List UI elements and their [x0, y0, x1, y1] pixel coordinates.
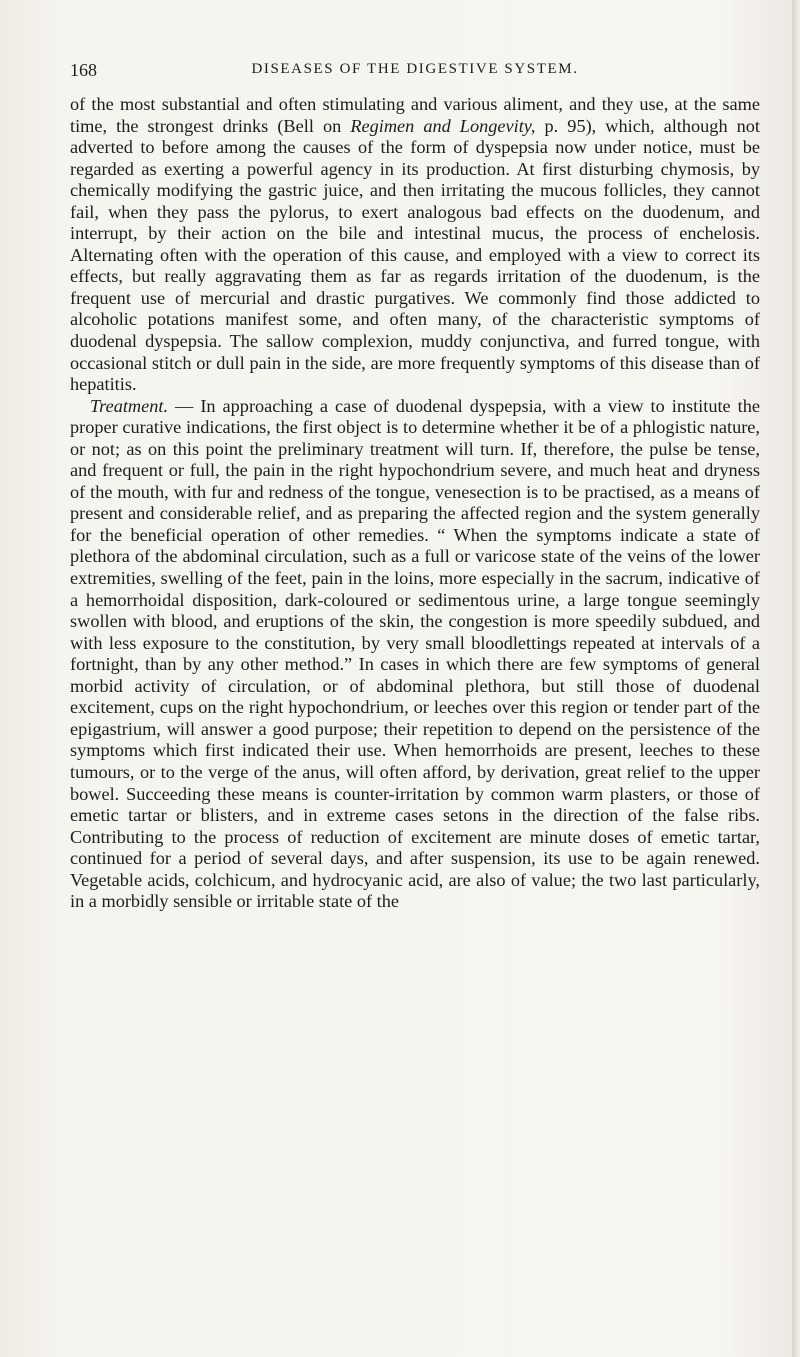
paragraph-1-text-a: of the most substantial and often stimulating and various aliment, and they use, at the same time, the strongest drinks (Bell on	[70, 94, 760, 136]
running-head	[70, 60, 760, 86]
page-number: 168	[70, 60, 97, 80]
paragraph-continued	[70, 94, 760, 396]
body-text	[70, 94, 760, 913]
paragraph-1-text-b: p. 95), which, although not adverted to before among the causes of the form of dyspepsia now under notice, must be regarded as exerting a powerful agency in its production. At first disturbing chymosis, by chemically modifying the gastric juice, and then irritating the mucous follicles, they cannot fail, when they pass the pylorus, to exert analogous bad effects on the duodenum, and interrupt, by their action on the bile and intestinal mucus, the process of enchelosis. Alternating often with the operation of this cause, and employed with a view to correct its effects, but really aggravating them as far as regards irritation of the duodenum, is the frequent use of mercurial and drastic purgatives. We commonly find those addicted to alcoholic potations manifest some, and often many, of the characteristic symptoms of duodenal dyspepsia. The sallow complexion, muddy conjunctiva, and furred tongue, with occasional stitch or dull pain in the side, are more frequently symptoms of this disease than of hepatitis.	[70, 115, 760, 395]
treatment-heading: Treatment.	[90, 395, 169, 416]
page-edge-shadow	[792, 0, 800, 1357]
chapter-title: DISEASES OF THE DIGESTIVE SYSTEM.	[251, 61, 579, 77]
citation-title: Regimen and Longevity,	[350, 115, 536, 136]
treatment-text: — In approaching a case of duodenal dyspepsia, with a view to institute the proper curative indications, the first object is to determine whether it be of a phlogistic nature, or not; as on this point the preliminary treatment will turn. If, therefore, the pulse be tense, and frequent or full, the pain in the right hypochondrium severe, and much heat and dryness of the mouth, with fur and redness of the tongue, venesection is to be practised, as a means of present and considerable relief, and as preparing the affected region and the system generally for the beneficial operation of other remedies. “ When the symptoms indicate a state of plethora of the abdominal circulation, such as a full or varicose state of the veins of the lower extremities, swelling of the feet, pain in the loins, more especially in the sacrum, indicative of a hemorrhoidal disposition, dark-coloured or sedimentous urine, a large tongue seemingly swollen with blood, and eruptions of the skin, the congestion is more speedily subdued, and with less exposure to the constitution, by very small bloodlettings repeated at intervals of a fortnight, than by any other method.” In cases in which there are few symptoms of general morbid activity of circulation, or of abdominal plethora, but still those of duodenal excitement, cups on the right hypochondrium, or leeches over this region or tender part of the epigastrium, will answer a good purpose; their repetition to depend on the persistence of the symptoms which first indicated their use. When hemorrhoids are present, leeches to these tumours, or to the verge of the anus, will often afford, by derivation, great relief to the upper bowel. Succeeding these means is counter-irritation by common warm plasters, or those of emetic tartar or blisters, and in extreme cases setons in the direction of the false ribs. Contributing to the process of reduction of excitement are minute doses of emetic tartar, continued for a period of several days, and after suspension, its use to be again renewed. Vegetable acids, colchicum, and hydrocyanic acid, are also of value; the two last particularly, in a morbidly sensible or irritable state of the	[70, 395, 760, 912]
paragraph-treatment	[70, 396, 760, 913]
